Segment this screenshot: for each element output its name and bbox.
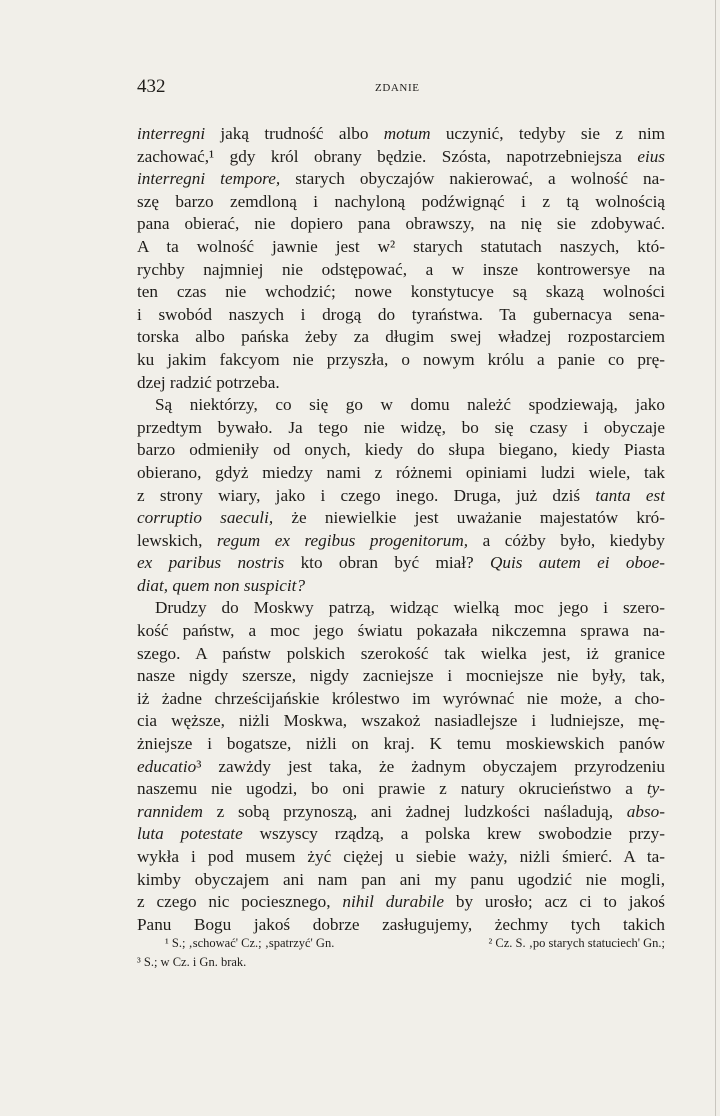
text-segment: iż żadne chrześcijańskie królestwo im wyrównać nie może, a cho- [137, 688, 665, 708]
text-segment: szę barzo zemdloną i nachyloną podźwignąć i z tą wolnością [137, 191, 665, 211]
text-segment: starych obyczajów nakierować, a wolność na- [280, 169, 665, 189]
text-line [137, 439, 665, 462]
text-line [137, 778, 665, 801]
text-segment: kimby obyczajem ani nam pan ani my panu ugodzić nie mogli, [137, 869, 665, 889]
text-segment: obierano, gdyż miedzy nami z różnemi opiniami ludzi wiele, tak [137, 462, 665, 482]
text-segment: lewskich, [137, 530, 217, 550]
text-segment: torska albo pańska żeby za długim swej władzej rozpostarciem [137, 327, 665, 347]
italic-text-segment: Quis autem ei oboe- [490, 553, 665, 573]
text-line [137, 507, 665, 530]
text-segment: naszemu nie ugodzi, bo oni prawie z natury okrucieństwo a [137, 779, 647, 799]
text-segment: cia węższe, niżli Moskwa, wszakoż nasiadlejsze i ludniejsze, mę- [137, 711, 665, 731]
text-line [137, 733, 665, 756]
text-segment: zachować,¹ gdy król obrany będzie. Szósta, napotrzebniejsza [137, 146, 638, 166]
italic-text-segment: abso- [626, 801, 665, 821]
text-line [137, 710, 665, 733]
text-segment: rychby najmniej nie odstępować, a w insze kontrowersye na [137, 259, 665, 279]
italic-text-segment: corruptio saeculi, [137, 508, 274, 528]
italic-text-segment: tanta est [595, 485, 665, 505]
text-segment: kość państw, a moc jego światu pokazała nikczemna sprawa na- [137, 621, 665, 641]
italic-text-segment: nihil durabile [342, 892, 444, 912]
text-line [137, 891, 665, 914]
italic-text-segment: interregni [137, 124, 206, 143]
footnotes [137, 934, 665, 972]
italic-text-segment: ex paribus nostris [137, 553, 285, 573]
text-segment: ku jakim fakcyom nie przyszła, o nowym królu a panie co prę- [137, 349, 665, 369]
text-segment: barzo odmieniły od onych, kiedy do słupa biegano, kiedy Piasta [137, 440, 665, 460]
italic-text-segment: diat, quem non suspicit? [137, 575, 306, 595]
italic-text-segment: motum [383, 124, 431, 143]
text-line [137, 191, 665, 214]
text-line [137, 462, 665, 485]
italic-text-segment: regum ex regibus progenitorum, [216, 530, 469, 550]
text-segment: a cóżby było, kiedyby [468, 530, 665, 550]
text-segment: by urosło; acz ci to jakoś [444, 892, 665, 912]
text-segment: przedtym bywało. Ja tego nie widzę, bo się czasy i obyczaje [137, 417, 665, 437]
text-segment: wykła i pod musem żyć ciężej u siebie waży, niżli śmierć. A ta- [137, 847, 665, 866]
text-segment: uczynić, tedyby sie z nim [430, 124, 665, 143]
text-segment: jaką trudność albo [205, 124, 384, 143]
text-segment: szego. A państw polskich szerokość tak wielka jest, iż granice [137, 643, 665, 663]
text-line [137, 485, 665, 508]
text-segment: Panu Bogu jakoś dobrze zasługujemy, żechmy tych takich [137, 914, 665, 934]
text-segment: A ta wolność jawnie jest w² starych statutach naszych, któ- [137, 236, 665, 256]
text-segment: żniejsze i bogatsze, niżli on kraj. K temu moskiewskich panów [137, 734, 665, 754]
text-line [137, 620, 665, 643]
italic-text-segment: eius [637, 146, 665, 166]
text-line [137, 597, 665, 620]
text-line [137, 168, 665, 191]
text-line [137, 236, 665, 259]
page-edge-line [715, 0, 716, 1116]
text-line [137, 326, 665, 349]
text-segment: Drudzy do Moskwy patrzą, widząc wielką moc jego i szero- [155, 598, 665, 618]
text-segment: Są niektórzy, co się go w domu należć spodziewają, jako [155, 395, 665, 415]
text-line [137, 914, 665, 937]
text-segment: i swobód naszych i drogą do tyraństwa. Ta gubernacya sena- [137, 304, 665, 324]
text-line [137, 823, 665, 846]
italic-text-segment: luta potestate [137, 824, 243, 844]
text-line [137, 665, 665, 688]
footnote-1: ¹ S.; ‚schować' Cz.; ‚spatrzyć' Gn. [165, 936, 335, 950]
text-line [137, 756, 665, 779]
text-line [137, 801, 665, 824]
text-line [137, 688, 665, 711]
page-header [137, 76, 665, 100]
text-line [137, 372, 665, 395]
footnote-row-1 [137, 934, 665, 953]
italic-text-segment: educatio [137, 756, 197, 776]
italic-text-segment: ty- [646, 779, 665, 799]
text-segment: z sobą przynoszą, ani żadnej ludzkości naśladują, [202, 801, 627, 821]
footnote-3: ³ S.; w Cz. i Gn. brak. [137, 955, 247, 969]
text-segment: wszyscy rządzą, a polska krew swobodzie przy- [242, 824, 665, 844]
text-segment: nasze nigdy szersze, nigdy zacniejsze i mocniejsze nie były, tak, [137, 666, 665, 686]
text-segment: ten czas nie wchodzić; nowe konstytucye są skazą wolności [137, 282, 665, 302]
running-head: ZDANIE [375, 82, 420, 94]
text-segment: dzej radzić potrzeba. [137, 372, 280, 392]
text-line [137, 552, 665, 575]
text-line [137, 575, 665, 598]
footnote-row-2 [137, 953, 665, 972]
text-segment: z strony wiary, jako i czego inego. Druga, już dziś [137, 485, 596, 505]
text-line [137, 530, 665, 553]
text-segment: że niewielkie jest uważanie majestatów kró- [273, 508, 665, 528]
text-line [137, 123, 665, 146]
text-line [137, 417, 665, 440]
text-line [137, 213, 665, 236]
text-segment: pana obierać, nie dopiero pana obrawszy, na nię sie zdobywać. [137, 214, 665, 234]
text-line [137, 846, 665, 869]
page-number: 432 [137, 76, 166, 97]
text-line [137, 281, 665, 304]
italic-text-segment: interregni tempore, [137, 169, 281, 189]
text-line [137, 304, 665, 327]
text-line [137, 349, 665, 372]
text-line [137, 869, 665, 892]
italic-text-segment: rannidem [137, 801, 203, 821]
body-text [137, 123, 665, 936]
text-line [137, 394, 665, 417]
footnote-2: ² Cz. S. ‚po starych statuciech' Gn.; [488, 936, 665, 950]
text-line [137, 259, 665, 282]
text-line [137, 146, 665, 169]
text-segment: kto obran być miał? [284, 553, 490, 573]
text-line [137, 643, 665, 666]
text-segment: ³ zawżdy jest taka, że żadnym obyczajem przyrodzeniu [196, 756, 665, 776]
text-segment: z czego nic pociesznego, [137, 892, 343, 912]
